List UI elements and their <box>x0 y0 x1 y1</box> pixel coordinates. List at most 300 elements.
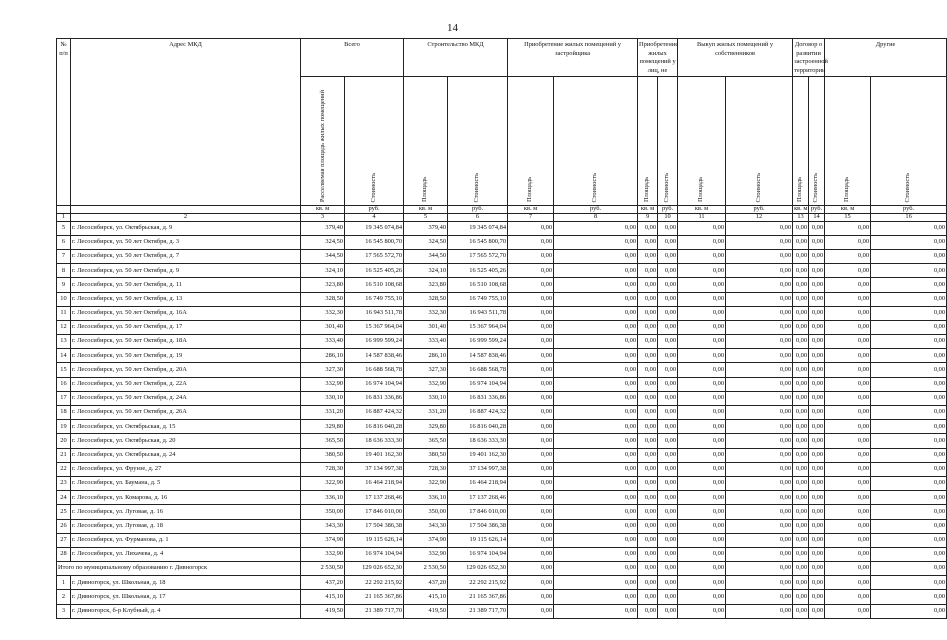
subheader-area: Площадь <box>508 76 554 205</box>
total-cost-cell: 15 367 964,04 <box>345 320 404 334</box>
total-cost-cell: 16 831 336,86 <box>345 391 404 405</box>
buyout-cost-cell: 0,00 <box>726 391 793 405</box>
buyout-area-cell: 0,00 <box>678 533 726 547</box>
construction-cost-cell: 19 345 074,84 <box>448 221 508 235</box>
builder-cost-cell: 0,00 <box>554 349 638 363</box>
header-purchase-persons: Приобретение жилых помещений у лиц, не <box>638 39 678 77</box>
table-row <box>57 434 947 448</box>
persons-area-cell: 0,00 <box>638 462 658 476</box>
territory-cost-cell: 0,00 <box>809 235 825 249</box>
other-cost-cell: 0,00 <box>871 249 947 263</box>
unit-cell: руб. <box>554 205 638 213</box>
other-cost-cell: 0,00 <box>871 420 947 434</box>
buyout-cost-cell: 0,00 <box>726 448 793 462</box>
total-area-cell: 332,90 <box>301 377 345 391</box>
row-address-cell: г. Лесосибирск, ул. 50 лет Октября, д. 19 <box>71 349 301 363</box>
persons-cost-cell: 0,00 <box>658 576 678 590</box>
builder-cost-cell: 0,00 <box>554 533 638 547</box>
unit-cell: руб. <box>726 205 793 213</box>
buyout-cost-cell: 0,00 <box>726 406 793 420</box>
other-area-cell: 0,00 <box>825 349 871 363</box>
territory-area-cell: 0,00 <box>793 519 809 533</box>
table-row <box>57 363 947 377</box>
other-cost-cell: 0,00 <box>871 306 947 320</box>
column-number: 10 <box>658 213 678 221</box>
construction-area-cell: 333,40 <box>404 335 448 349</box>
total-cost-cell: 16 688 568,78 <box>345 363 404 377</box>
buyout-cost-cell: 0,00 <box>726 264 793 278</box>
column-number: 15 <box>825 213 871 221</box>
buyout-cost-cell: 0,00 <box>726 491 793 505</box>
total-area-cell: 332,30 <box>301 306 345 320</box>
persons-cost-cell: 0,00 <box>658 292 678 306</box>
other-area-cell: 0,00 <box>825 434 871 448</box>
construction-area-cell: 365,50 <box>404 434 448 448</box>
row-address-cell: г. Лесосибирск, ул. Баумана, д. 5 <box>71 476 301 490</box>
construction-area-cell: 332,90 <box>404 547 448 561</box>
total-cost-cell: 17 137 268,46 <box>345 491 404 505</box>
row-no-cell: 7 <box>57 249 71 263</box>
other-area-cell: 0,00 <box>825 590 871 604</box>
row-no-cell: 21 <box>57 448 71 462</box>
total-cost-cell: 16 525 405,26 <box>345 264 404 278</box>
builder-area-cell: 0,00 <box>508 604 554 618</box>
territory-cost-cell: 0,00 <box>809 434 825 448</box>
persons-cost-cell: 0,00 <box>658 476 678 490</box>
territory-cost-cell: 0,00 <box>809 476 825 490</box>
row-address-cell: г. Лесосибирск, ул. Октябрьская, д. 9 <box>71 221 301 235</box>
table-row <box>57 391 947 405</box>
total-cost-cell: 17 846 010,00 <box>345 505 404 519</box>
builder-cost-cell: 0,00 <box>554 604 638 618</box>
builder-cost-cell: 0,00 <box>554 221 638 235</box>
column-number: 7 <box>508 213 554 221</box>
territory-area-cell: 0,00 <box>793 221 809 235</box>
buyout-area-cell: 0,00 <box>678 320 726 334</box>
builder-area-cell: 0,00 <box>508 547 554 561</box>
persons-area-cell: 0,00 <box>638 235 658 249</box>
persons-cost-cell: 0,00 <box>658 547 678 561</box>
subheader-area: Площадь <box>638 76 658 205</box>
row-no-cell: 10 <box>57 292 71 306</box>
builder-cost-cell: 0,00 <box>554 476 638 490</box>
table-row <box>57 306 947 320</box>
row-no-cell: 26 <box>57 519 71 533</box>
total-cost-cell: 17 504 386,38 <box>345 519 404 533</box>
table-row <box>57 505 947 519</box>
total-cost-cell: 19 401 162,30 <box>345 448 404 462</box>
other-area-cell: 0,00 <box>825 249 871 263</box>
row-no-cell: 6 <box>57 235 71 249</box>
column-number: 1 <box>57 213 71 221</box>
territory-area-cell: 0,00 <box>793 306 809 320</box>
construction-area-cell: 343,30 <box>404 519 448 533</box>
total-area-cell: 379,40 <box>301 221 345 235</box>
buyout-area-cell: 0,00 <box>678 491 726 505</box>
persons-area-cell: 0,00 <box>638 377 658 391</box>
buyout-cost-cell: 0,00 <box>726 278 793 292</box>
construction-area-cell: 415,10 <box>404 590 448 604</box>
other-area-cell: 0,00 <box>825 235 871 249</box>
builder-cost-cell: 0,00 <box>554 590 638 604</box>
column-number: 4 <box>345 213 404 221</box>
total-cost-cell: 21 389 717,70 <box>345 604 404 618</box>
page-number: 14 <box>447 22 458 34</box>
row-address-cell: г. Дивногорск, ул. Школьная, д. 18 <box>71 576 301 590</box>
persons-cost-cell: 0,00 <box>658 249 678 263</box>
territory-cost-cell: 0,00 <box>809 590 825 604</box>
builder-area-cell: 0,00 <box>508 519 554 533</box>
buyout-area-cell: 0,00 <box>678 420 726 434</box>
builder-cost-cell: 0,00 <box>554 391 638 405</box>
total-area-cell: 350,00 <box>301 505 345 519</box>
persons-area-cell: 0,00 <box>638 391 658 405</box>
construction-cost-cell: 19 115 626,14 <box>448 533 508 547</box>
total-cost-cell: 18 636 333,30 <box>345 434 404 448</box>
buyout-cost-cell: 0,00 <box>726 604 793 618</box>
column-number: 11 <box>678 213 726 221</box>
territory-cost-cell: 0,00 <box>809 306 825 320</box>
construction-cost-cell: 18 636 333,30 <box>448 434 508 448</box>
construction-area-cell: 327,30 <box>404 363 448 377</box>
row-no-cell: 18 <box>57 406 71 420</box>
row-no-cell: 17 <box>57 391 71 405</box>
column-number: 2 <box>71 213 301 221</box>
construction-cost-cell: 15 367 964,04 <box>448 320 508 334</box>
territory-cost-cell: 0,00 <box>809 249 825 263</box>
other-area-cell: 0,00 <box>825 448 871 462</box>
table-row <box>57 349 947 363</box>
row-no-cell: 23 <box>57 476 71 490</box>
builder-cost-cell: 0,00 <box>554 434 638 448</box>
territory-cost-cell: 0,00 <box>809 292 825 306</box>
row-no-cell: 8 <box>57 264 71 278</box>
subheader-cost: Стоимость <box>658 76 678 205</box>
persons-cost-cell: 0,00 <box>658 448 678 462</box>
builder-cost-cell: 0,00 <box>554 448 638 462</box>
builder-area-cell: 0,00 <box>508 363 554 377</box>
builder-cost-cell: 0,00 <box>554 335 638 349</box>
persons-cost-cell: 0,00 <box>658 264 678 278</box>
persons-cost-cell: 0,00 <box>658 462 678 476</box>
builder-area-cell: 0,00 <box>508 562 554 576</box>
builder-cost-cell: 0,00 <box>554 264 638 278</box>
table-row <box>57 448 947 462</box>
persons-area-cell: 0,00 <box>638 292 658 306</box>
row-address-cell: г. Лесосибирск, ул. Октябрьская, д. 20 <box>71 434 301 448</box>
construction-cost-cell: 17 846 010,00 <box>448 505 508 519</box>
total-cost-cell: 16 999 599,24 <box>345 335 404 349</box>
builder-area-cell: 0,00 <box>508 306 554 320</box>
other-cost-cell: 0,00 <box>871 391 947 405</box>
row-no-cell: 11 <box>57 306 71 320</box>
territory-cost-cell: 0,00 <box>809 391 825 405</box>
column-number: 9 <box>638 213 658 221</box>
column-number: 3 <box>301 213 345 221</box>
total-area-cell: 343,30 <box>301 519 345 533</box>
persons-area-cell: 0,00 <box>638 363 658 377</box>
builder-area-cell: 0,00 <box>508 235 554 249</box>
total-cost-cell: 16 943 511,78 <box>345 306 404 320</box>
buyout-cost-cell: 0,00 <box>726 292 793 306</box>
total-area-cell: 333,40 <box>301 335 345 349</box>
persons-cost-cell: 0,00 <box>658 533 678 547</box>
buyout-area-cell: 0,00 <box>678 590 726 604</box>
table-row <box>57 519 947 533</box>
total-area-cell: 330,10 <box>301 391 345 405</box>
total-area-cell: 415,10 <box>301 590 345 604</box>
total-area-cell: 728,30 <box>301 462 345 476</box>
row-address-cell: г. Лесосибирск, ул. 50 лет Октября, д. 22А <box>71 377 301 391</box>
buyout-area-cell: 0,00 <box>678 519 726 533</box>
table-body <box>57 39 947 619</box>
table-row <box>57 292 947 306</box>
other-area-cell: 0,00 <box>825 406 871 420</box>
row-no-cell: 25 <box>57 505 71 519</box>
total-cost-cell: 17 565 572,70 <box>345 249 404 263</box>
territory-area-cell: 0,00 <box>793 377 809 391</box>
table-row <box>57 476 947 490</box>
row-address-cell: г. Лесосибирск, ул. Луговая, д. 18 <box>71 519 301 533</box>
persons-area-cell: 0,00 <box>638 576 658 590</box>
territory-cost-cell: 0,00 <box>809 406 825 420</box>
builder-cost-cell: 0,00 <box>554 320 638 334</box>
total-area-cell: 437,20 <box>301 576 345 590</box>
row-address-cell: г. Лесосибирск, ул. 50 лет Октября, д. 11 <box>71 278 301 292</box>
other-cost-cell: 0,00 <box>871 533 947 547</box>
row-no-cell: 14 <box>57 349 71 363</box>
table-row <box>57 547 947 561</box>
persons-cost-cell: 0,00 <box>658 349 678 363</box>
persons-cost-cell: 0,00 <box>658 491 678 505</box>
persons-area-cell: 0,00 <box>638 476 658 490</box>
builder-cost-cell: 0,00 <box>554 519 638 533</box>
table-row <box>57 590 947 604</box>
construction-area-cell: 330,10 <box>404 391 448 405</box>
builder-cost-cell: 0,00 <box>554 278 638 292</box>
header-other: Другие <box>825 39 947 77</box>
construction-area-cell: 350,00 <box>404 505 448 519</box>
row-address-cell: г. Лесосибирск, ул. Октябрьская, д. 15 <box>71 420 301 434</box>
buyout-area-cell: 0,00 <box>678 406 726 420</box>
builder-area-cell: 0,00 <box>508 434 554 448</box>
construction-cost-cell: 16 831 336,86 <box>448 391 508 405</box>
territory-cost-cell: 0,00 <box>809 491 825 505</box>
total-area-cell: 286,10 <box>301 349 345 363</box>
territory-cost-cell: 0,00 <box>809 221 825 235</box>
construction-cost-cell: 16 749 755,10 <box>448 292 508 306</box>
builder-area-cell: 0,00 <box>508 476 554 490</box>
builder-cost-cell: 0,00 <box>554 547 638 561</box>
column-number: 16 <box>871 213 947 221</box>
unit-cell: кв. м <box>638 205 658 213</box>
buyout-area-cell: 0,00 <box>678 377 726 391</box>
construction-cost-cell: 16 816 040,28 <box>448 420 508 434</box>
row-no-cell: 24 <box>57 491 71 505</box>
row-no-cell: 13 <box>57 335 71 349</box>
unit-cell: руб. <box>658 205 678 213</box>
territory-area-cell: 0,00 <box>793 576 809 590</box>
header-purchase-builder: Приобретение жилых помещений у застройщика <box>508 39 638 77</box>
subheader-area: Площадь <box>678 76 726 205</box>
territory-area-cell: 0,00 <box>793 264 809 278</box>
other-area-cell: 0,00 <box>825 519 871 533</box>
other-cost-cell: 0,00 <box>871 264 947 278</box>
other-cost-cell: 0,00 <box>871 363 947 377</box>
table-row <box>57 264 947 278</box>
other-cost-cell: 0,00 <box>871 278 947 292</box>
total-area-cell: 336,10 <box>301 491 345 505</box>
unit-cell: кв. м <box>301 205 345 213</box>
table-row <box>57 604 947 618</box>
subheader-cost: Стоимость <box>809 76 825 205</box>
other-cost-cell: 0,00 <box>871 462 947 476</box>
other-cost-cell: 0,00 <box>871 562 947 576</box>
buyout-cost-cell: 0,00 <box>726 505 793 519</box>
row-no-cell: 22 <box>57 462 71 476</box>
subheader-cost: Стоимость <box>448 76 508 205</box>
buyout-area-cell: 0,00 <box>678 576 726 590</box>
territory-area-cell: 0,00 <box>793 363 809 377</box>
construction-cost-cell: 16 464 218,94 <box>448 476 508 490</box>
territory-cost-cell: 0,00 <box>809 505 825 519</box>
header-buyout: Выкуп жилых помещений у собственников <box>678 39 793 77</box>
persons-area-cell: 0,00 <box>638 434 658 448</box>
construction-cost-cell: 16 545 800,70 <box>448 235 508 249</box>
builder-area-cell: 0,00 <box>508 491 554 505</box>
persons-cost-cell: 0,00 <box>658 278 678 292</box>
row-address-cell: г. Лесосибирск, ул. Луговая, д. 16 <box>71 505 301 519</box>
builder-area-cell: 0,00 <box>508 292 554 306</box>
buyout-cost-cell: 0,00 <box>726 476 793 490</box>
other-area-cell: 0,00 <box>825 264 871 278</box>
subheader-cost: Стоимость <box>871 76 947 205</box>
territory-cost-cell: 0,00 <box>809 349 825 363</box>
other-cost-cell: 0,00 <box>871 406 947 420</box>
builder-area-cell: 0,00 <box>508 590 554 604</box>
row-no-cell: 1 <box>57 576 71 590</box>
builder-area-cell: 0,00 <box>508 377 554 391</box>
construction-cost-cell: 16 510 108,68 <box>448 278 508 292</box>
buyout-area-cell: 0,00 <box>678 278 726 292</box>
total-area-cell: 2 530,50 <box>301 562 345 576</box>
territory-area-cell: 0,00 <box>793 590 809 604</box>
construction-cost-cell: 16 974 104,94 <box>448 547 508 561</box>
total-area-cell: 328,50 <box>301 292 345 306</box>
builder-area-cell: 0,00 <box>508 264 554 278</box>
construction-area-cell: 332,30 <box>404 306 448 320</box>
construction-area-cell: 374,90 <box>404 533 448 547</box>
buyout-area-cell: 0,00 <box>678 391 726 405</box>
other-cost-cell: 0,00 <box>871 476 947 490</box>
unit-cell: кв. м <box>794 204 808 212</box>
buyout-area-cell: 0,00 <box>678 462 726 476</box>
territory-cost-cell: 0,00 <box>809 278 825 292</box>
persons-area-cell: 0,00 <box>638 349 658 363</box>
construction-cost-cell: 16 999 599,24 <box>448 335 508 349</box>
column-number: 14 <box>809 213 825 221</box>
buyout-area-cell: 0,00 <box>678 264 726 278</box>
territory-area-cell: 0,00 <box>793 491 809 505</box>
buyout-area-cell: 0,00 <box>678 547 726 561</box>
persons-area-cell: 0,00 <box>638 448 658 462</box>
buyout-cost-cell: 0,00 <box>726 462 793 476</box>
persons-cost-cell: 0,00 <box>658 406 678 420</box>
column-numbers-row <box>57 213 947 221</box>
construction-area-cell: 332,90 <box>404 377 448 391</box>
row-address-cell: г. Лесосибирск, ул. 50 лет Октября, д. 3 <box>71 235 301 249</box>
row-no-cell: 28 <box>57 547 71 561</box>
persons-area-cell: 0,00 <box>638 533 658 547</box>
table-row <box>57 320 947 334</box>
persons-area-cell: 0,00 <box>638 264 658 278</box>
buyout-area-cell: 0,00 <box>678 562 726 576</box>
persons-area-cell: 0,00 <box>638 335 658 349</box>
builder-cost-cell: 0,00 <box>554 505 638 519</box>
construction-area-cell: 286,10 <box>404 349 448 363</box>
construction-area-cell: 324,50 <box>404 235 448 249</box>
buyout-cost-cell: 0,00 <box>726 434 793 448</box>
territory-cost-cell: 0,00 <box>809 462 825 476</box>
buyout-cost-cell: 0,00 <box>726 420 793 434</box>
table-row <box>57 420 947 434</box>
total-area-cell: 344,50 <box>301 249 345 263</box>
persons-area-cell: 0,00 <box>638 562 658 576</box>
buyout-area-cell: 0,00 <box>678 249 726 263</box>
total-area-cell: 324,10 <box>301 264 345 278</box>
subtotal-label: Итого по муниципальному образованию г. Дивногорск <box>57 562 301 576</box>
territory-cost-cell: 0,00 <box>809 264 825 278</box>
persons-area-cell: 0,00 <box>638 406 658 420</box>
territory-cost-cell: 0,00 <box>809 533 825 547</box>
subheader-cost: Стоимость <box>726 76 793 205</box>
total-cost-cell: 16 974 104,94 <box>345 377 404 391</box>
persons-cost-cell: 0,00 <box>658 221 678 235</box>
buyout-cost-cell: 0,00 <box>726 235 793 249</box>
builder-area-cell: 0,00 <box>508 462 554 476</box>
other-area-cell: 0,00 <box>825 306 871 320</box>
territory-area-cell: 0,00 <box>793 249 809 263</box>
territory-area-cell: 0,00 <box>793 278 809 292</box>
other-cost-cell: 0,00 <box>871 377 947 391</box>
total-area-cell: 380,50 <box>301 448 345 462</box>
territory-cost-cell: 0,00 <box>809 320 825 334</box>
territory-area-cell: 0,00 <box>793 533 809 547</box>
territory-cost-cell: 0,00 <box>809 519 825 533</box>
persons-area-cell: 0,00 <box>638 505 658 519</box>
territory-cost-cell: 0,00 <box>809 576 825 590</box>
builder-cost-cell: 0,00 <box>554 576 638 590</box>
row-no-cell: 15 <box>57 363 71 377</box>
persons-cost-cell: 0,00 <box>658 590 678 604</box>
territory-area-cell: 0,00 <box>793 391 809 405</box>
construction-cost-cell: 16 943 511,78 <box>448 306 508 320</box>
construction-area-cell: 437,20 <box>404 576 448 590</box>
construction-area-cell: 329,80 <box>404 420 448 434</box>
row-address-cell: г. Лесосибирск, ул. 50 лет Октября, д. 7 <box>71 249 301 263</box>
other-cost-cell: 0,00 <box>871 335 947 349</box>
construction-area-cell: 380,50 <box>404 448 448 462</box>
builder-cost-cell: 0,00 <box>554 235 638 249</box>
buyout-cost-cell: 0,00 <box>726 221 793 235</box>
other-cost-cell: 0,00 <box>871 448 947 462</box>
units-row <box>57 205 947 213</box>
buyout-cost-cell: 0,00 <box>726 306 793 320</box>
unit-cell: руб. <box>345 205 404 213</box>
row-no-cell: 27 <box>57 533 71 547</box>
construction-cost-cell: 16 688 568,78 <box>448 363 508 377</box>
buyout-area-cell: 0,00 <box>678 349 726 363</box>
